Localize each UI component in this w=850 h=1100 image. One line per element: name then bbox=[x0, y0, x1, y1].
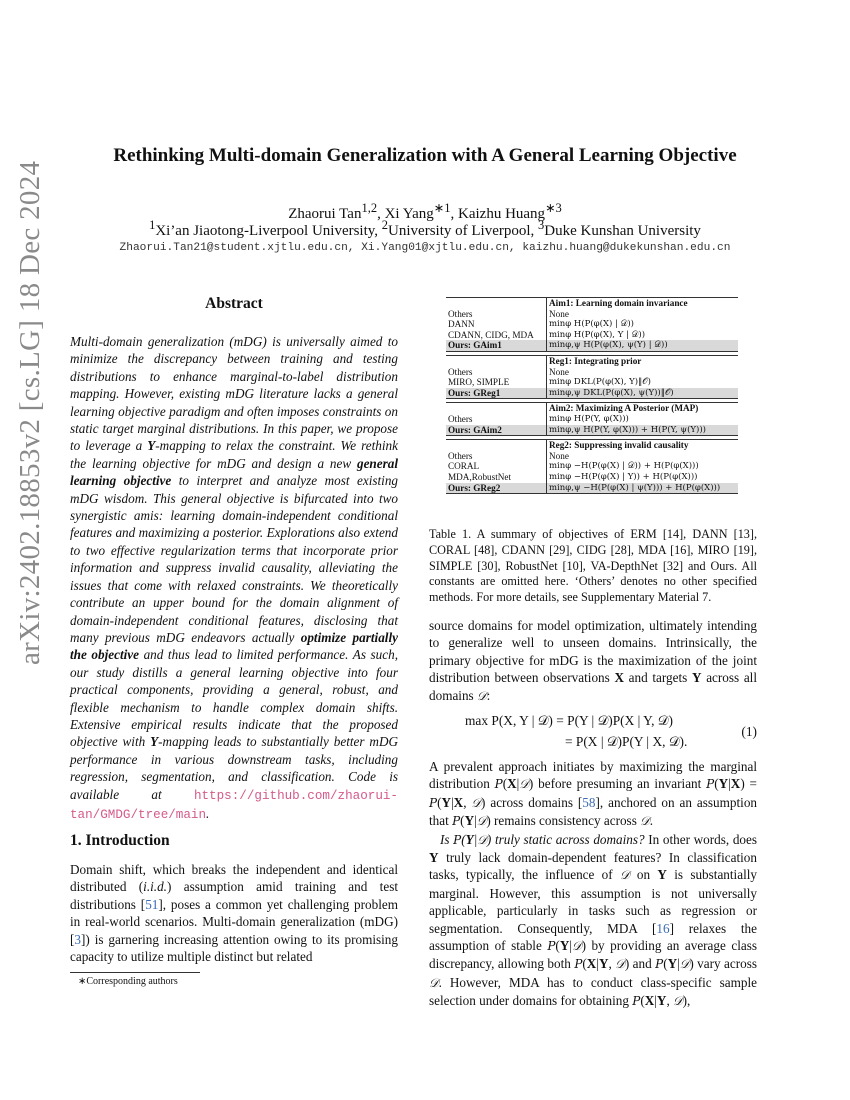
table-objective-cell: None bbox=[547, 451, 739, 462]
table-caption: Table 1. A summary of objectives of ERM [14], DANN [13], CORAL [48], CDANN [29], CIDG [28], MDA [16], MIRO [19], SIMPLE [30], RobustNet [10], VA-DepthNet [32] and Ours. All constants are omitted here. ‘Others’ denotes no other specified methods. For more details, see Supplementary Material 7. bbox=[429, 527, 757, 605]
code-link[interactable]: https://github.com/zhaorui-tan/GMDG/tree/main bbox=[70, 788, 398, 822]
right-para-3-text: Is P(Y|𝒟) truly static across domains? In other words, does Y truly lack domain-dependent features? In classification tasks, typically, the influence of 𝒟 on Y is substantially marginal. However, this assumption is not universally applicable, particularly in tasks such as regression or segmentation. Consequently, MDA [16] relaxes the assumption of stable P(Y|𝒟) by providing an average class discrepancy, allowing both P(X|Y, 𝒟) and P(Y|𝒟) vary across 𝒟. However, MDA has to conduct class-specific sample selection under domains for obtaining P(X|Y, 𝒟), bbox=[429, 831, 758, 1009]
table-row bbox=[446, 319, 738, 330]
table-group-title: Reg1: Integrating prior bbox=[547, 355, 739, 366]
table-objective-cell: minφ H(P(Y, φ(X))) bbox=[547, 414, 739, 425]
table-objective-cell: minφ,ψ H(P(φ(X), ψ(Y) | 𝒟)) bbox=[547, 340, 739, 351]
right-para-1 bbox=[429, 617, 757, 705]
table-method-cell: Others bbox=[448, 308, 473, 319]
table-objective-cell: minφ −H(P(φ(X) | 𝒟)) + H(P(φ(X))) bbox=[547, 461, 739, 472]
table-method-cell: Others bbox=[448, 413, 473, 424]
table-objective-cell: minφ DKL(P(φ(X), Y)‖𝒪) bbox=[547, 377, 739, 388]
table-group-header bbox=[446, 355, 738, 366]
table-row bbox=[446, 425, 738, 436]
introduction-text: Domain shift, which breaks the independent and identical distributed (i.i.d.) assumption amid training and test distributions [51], poses a common yet challenging problem in real-world scenarios. Multi-domain generalization (mDG) [3]) is garnering increasing attention owing to its promising capacity to utilize multiple distinct but related bbox=[70, 862, 398, 965]
table-group-header bbox=[446, 403, 738, 414]
introduction-heading: 1. Introduction bbox=[70, 832, 170, 849]
equation-line-1: max P(X, Y | 𝒟) = P(Y | 𝒟)P(X | Y, 𝒟) bbox=[465, 713, 673, 728]
table-method-cell: DANN bbox=[448, 319, 475, 330]
table-method-cell: CDANN, CIDG, MDA bbox=[448, 329, 534, 340]
equation-number: (1) bbox=[741, 724, 757, 739]
table-objective-cell: None bbox=[547, 309, 739, 320]
right-para-2-text: A prevalent approach initiates by maximizing the marginal distribution P(X|𝒟) before presuming an invariant P(Y|X) = P(Y|X, 𝒟) across domains [58], anchored on an assumption that P(Y|𝒟) remains consistency across 𝒟. bbox=[429, 759, 758, 829]
table-method-cell: Ours: GAim1 bbox=[446, 340, 547, 351]
table-objective-cell: minφ H(P(φ(X), Y | 𝒟)) bbox=[547, 330, 739, 341]
table-objective-cell: minφ H(P(φ(X) | 𝒟)) bbox=[547, 319, 739, 330]
table-method-cell: Ours: GAim2 bbox=[446, 425, 547, 436]
footnote: ∗Corresponding authors bbox=[78, 976, 178, 987]
table-row bbox=[446, 367, 738, 378]
table-group-title: Aim1: Learning domain invariance bbox=[547, 298, 739, 309]
right-para-2 bbox=[429, 758, 757, 1011]
table-group-title: Aim2: Maximizing A Posterior (MAP) bbox=[547, 403, 739, 414]
table-objective-cell: minφ,ψ H(P(Y, φ(X))) + H(P(Y, ψ(Y))) bbox=[547, 425, 739, 436]
introduction-body bbox=[70, 861, 398, 965]
table-method-cell: Ours: GReg2 bbox=[446, 483, 547, 494]
affiliations bbox=[0, 218, 850, 240]
table-header-blank bbox=[446, 403, 547, 414]
table-row bbox=[446, 414, 738, 425]
objectives-table bbox=[446, 297, 738, 494]
table-objective-cell: None bbox=[547, 367, 739, 378]
right-para-1-text: source domains for model optimization, ultimately intending to generalize well to unseen domains. Intrinsically, the primary objective for mDG is the maximization of the joint distribution between observations X and targets Y across all domains 𝒟: bbox=[429, 618, 758, 703]
table-method-cell: MDA,RobustNet bbox=[448, 471, 512, 482]
affiliations-line: $^1$Xi’an Jiaotong-Liverpool University, $^2$University of Liverpool, $^3$Duke Kunshan University bbox=[149, 218, 701, 239]
arxiv-stamp: arXiv:2402.18853v2 [cs.LG] 18 Dec 2024 bbox=[14, 160, 46, 665]
table-group-header bbox=[446, 298, 738, 309]
table-method-cell: Ours: GReg1 bbox=[446, 388, 547, 399]
author-emails: Zhaorui.Tan21@student.xjtlu.edu.cn, Xi.Yang01@xjtlu.edu.cn, kaizhu.huang@dukekunshan.edu.cn bbox=[119, 242, 731, 254]
table-method-cell: CORAL bbox=[448, 461, 480, 472]
table-header-blank bbox=[446, 440, 547, 451]
table-row bbox=[446, 377, 738, 388]
table-row bbox=[446, 451, 738, 462]
table-method-cell: Others bbox=[448, 450, 473, 461]
table-group-title: Reg2: Suppressing invalid causality bbox=[547, 440, 739, 451]
table-row bbox=[446, 309, 738, 320]
table-row bbox=[446, 340, 738, 351]
table-header-blank bbox=[446, 355, 547, 366]
table-objective-cell: minφ −H(P(φ(X) | Y)) + H(P(φ(X))) bbox=[547, 472, 739, 483]
table-row bbox=[446, 472, 738, 483]
table-objective-cell: minφ,ψ DKL(P(φ(X), ψ(Y))‖𝒪) bbox=[547, 388, 739, 399]
table-row bbox=[446, 483, 738, 494]
abstract-body: Multi-domain generalization (mDG) is universally aimed to minimize the discrepancy between training and testing distributions to enhance marginal-to-label distribution mapping. However, existing mDG literature lacks a general learning objective paradigm and often imposes constraints on static target marginal distributions. In this paper, we propose to leverage a Y-mapping to relax the constraint. We rethink the learning objective for mDG and design a new general learning objective to interpret and analyze most existing mDG wisdom. This general objective is bifurcated into two synergistic amis: learning domain-independent conditional features and maximizing a posterior. Explorations also extend to two effective regularization terms that incorporate prior information and suppress invalid causality, alleviating the issues that come with relaxed constraints. We theoretically contribute an upper bound for the domain alignment of domain-independent conditional features, disclosing that many previous mDG endeavors actually optimize partially the objective and thus lead to limited performance. As such, our study distills a general learning objective into four practical components, providing a general, robust, and flexible mechanism to handle complex domain shifts. Extensive empirical results indicate that the proposed objective with Y-mapping leads to substantially better mDG performance in various downstream tasks, including regression, segmentation, and classification. Code is available at https://github.com/zhaorui-tan/GMDG/tree/main. bbox=[70, 334, 399, 822]
footnote-rule bbox=[70, 972, 200, 973]
table-method-cell: MIRO, SIMPLE bbox=[448, 377, 510, 388]
table-group-header bbox=[446, 440, 738, 451]
abstract-text: Multi-domain generalization (mDG) is universally aimed to minimize the discrepancy between training and testing distributions to enhance marginal-to-label distribution mapping. However, existing mDG literature lacks a general learning objective paradigm and often imposes constraints on static target marginal distributions. In this paper, we propose to leverage a Y-mapping to relax the constraint. We rethink the learning objective for mDG and design a new general learning objective to interpret and analyze most existing mDG wisdom. This general objective is bifurcated into two synergistic amis: learning domain-independent conditional features and maximizing a posterior. Explorations also extend to two effective regularization terms that incorporate prior information and suppress invalid causality, alleviating the issues that come with relaxed constraints. We theoretically contribute an upper bound for the domain alignment of domain-independent conditional features, disclosing that many previous mDG endeavors actually optimize partially the objective and thus lead to limited performance. As such, our study distills a general learning objective into four practical components, providing a general, robust, and flexible mechanism to handle complex domain shifts. Extensive empirical results indicate that the proposed objective with Y-mapping leads to substantially better mDG performance in various downstream tasks, including regression, segmentation, and classification. Code is available at bbox=[70, 334, 399, 802]
table-row bbox=[446, 461, 738, 472]
table-header-blank bbox=[446, 298, 547, 309]
table-objective-cell: minφ,ψ −H(P(φ(X) | ψ(Y))) + H(P(φ(X))) bbox=[547, 483, 739, 494]
abstract-heading: Abstract bbox=[205, 295, 263, 312]
table-row bbox=[446, 330, 738, 341]
paper-title: Rethinking Multi-domain Generalization with A General Learning Objective bbox=[113, 145, 737, 166]
authors-line: Zhaorui Tan$^{1,2}$, Xi Yang$^{∗1}$, Kaizhu Huang$^{∗3}$ bbox=[288, 201, 562, 222]
table-row bbox=[446, 388, 738, 399]
equation-line-2: = P(X | 𝒟)P(Y | X, 𝒟). bbox=[565, 734, 688, 749]
table-method-cell: Others bbox=[448, 366, 473, 377]
